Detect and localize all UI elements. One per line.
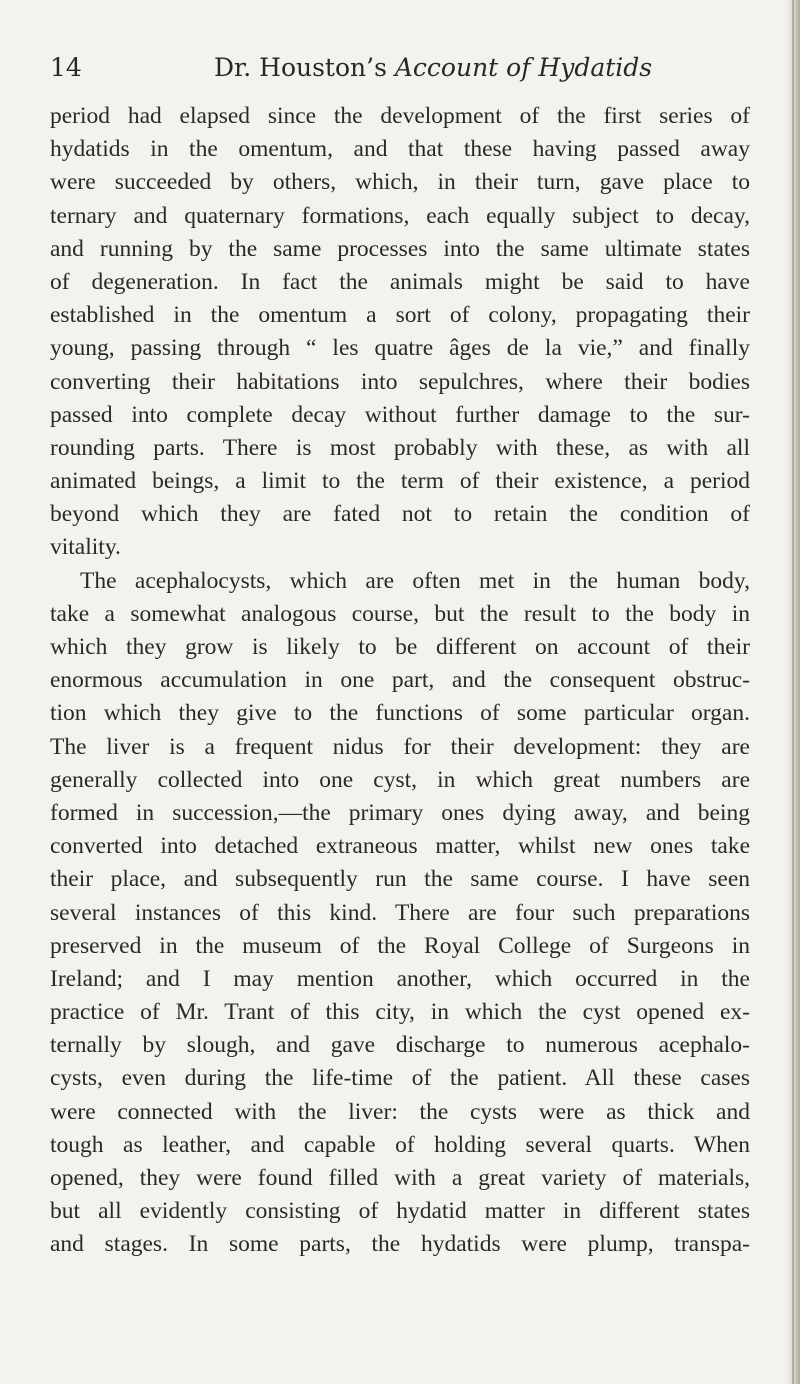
text-line: ternary and quaternary formations, each equally subject to decay, xyxy=(50,202,750,229)
text-line: formed in succession,—the primary ones dying away, and being xyxy=(50,799,750,826)
text-line: practice of Mr. Trant of this city, in which the cyst opened ex- xyxy=(50,999,750,1026)
page-number: 14 xyxy=(50,53,82,82)
text-line: beyond which they are fated not to retain the condition of xyxy=(50,501,750,528)
body-text xyxy=(50,100,750,1262)
text-line: preserved in the museum of the Royal College of Surgeons in xyxy=(50,932,750,959)
text-line: several instances of this kind. There are four such preparations xyxy=(50,899,750,926)
text-line: were connected with the liver: the cysts were as thick and xyxy=(50,1098,750,1125)
text-line: take a somewhat analogous course, but the result to the body in xyxy=(50,600,750,627)
text-line: vitality. xyxy=(50,534,121,561)
text-line: enormous accumulation in one part, and the consequent obstruc- xyxy=(50,667,750,694)
text-line: converting their habitations into sepulchres, where their bodies xyxy=(50,368,750,395)
text-line: tion which they give to the functions of some particular organ. xyxy=(50,700,750,727)
text-line: animated beings, a limit to the term of their existence, a period xyxy=(50,468,750,495)
text-line: their place, and subsequently run the same course. I have seen xyxy=(50,866,750,893)
text-line: generally collected into one cyst, in which great numbers are xyxy=(50,766,750,793)
text-line: cysts, even during the life-time of the patient. All these cases xyxy=(50,1065,750,1092)
text-line: which they grow is likely to be different on account of their xyxy=(50,634,750,660)
text-line: of degeneration. In fact the animals might be said to have xyxy=(50,268,750,295)
text-line: tough as leather, and capable of holding several quarts. When xyxy=(50,1131,750,1158)
running-head-author: Dr. Houston’s xyxy=(214,53,395,82)
page-header xyxy=(0,52,800,92)
text-line: period had elapsed since the development of the first series of xyxy=(50,103,750,129)
text-line: established in the omentum a sort of colony, propagating their xyxy=(50,302,750,329)
text-line: and stages. In some parts, the hydatids were plump, transpa- xyxy=(50,1231,750,1258)
text-line: young, passing through “ les quatre âges de la vie,” and finally xyxy=(50,335,750,362)
text-line: were succeeded by others, which, in their turn, gave place to xyxy=(50,169,750,196)
text-line: passed into complete decay without further damage to the sur- xyxy=(50,401,750,428)
running-head-title: Account of Hydatids xyxy=(394,53,653,82)
text-line: Ireland; and I may mention another, which occurred in the xyxy=(50,965,750,992)
running-head xyxy=(214,52,652,84)
text-line: rounding parts. There is most probably with these, as with all xyxy=(50,434,750,461)
text-line: ternally by slough, and gave discharge to numerous acephalo- xyxy=(50,1032,750,1059)
text-line: opened, they were found filled with a great variety of materials, xyxy=(50,1165,750,1191)
page-edge-line xyxy=(792,0,794,1384)
paragraph-start-line: The acephalocysts, which are often met in the human body, xyxy=(80,567,750,594)
text-line: The liver is a frequent nidus for their development: they are xyxy=(50,733,750,760)
text-line: and running by the same processes into the same ultimate states xyxy=(50,235,750,262)
text-line: hydatids in the omentum, and that these having passed away xyxy=(50,136,750,163)
text-line: converted into detached extraneous matter, whilst new ones take xyxy=(50,833,750,860)
text-line: but all evidently consisting of hydatid matter in different states xyxy=(50,1198,750,1225)
